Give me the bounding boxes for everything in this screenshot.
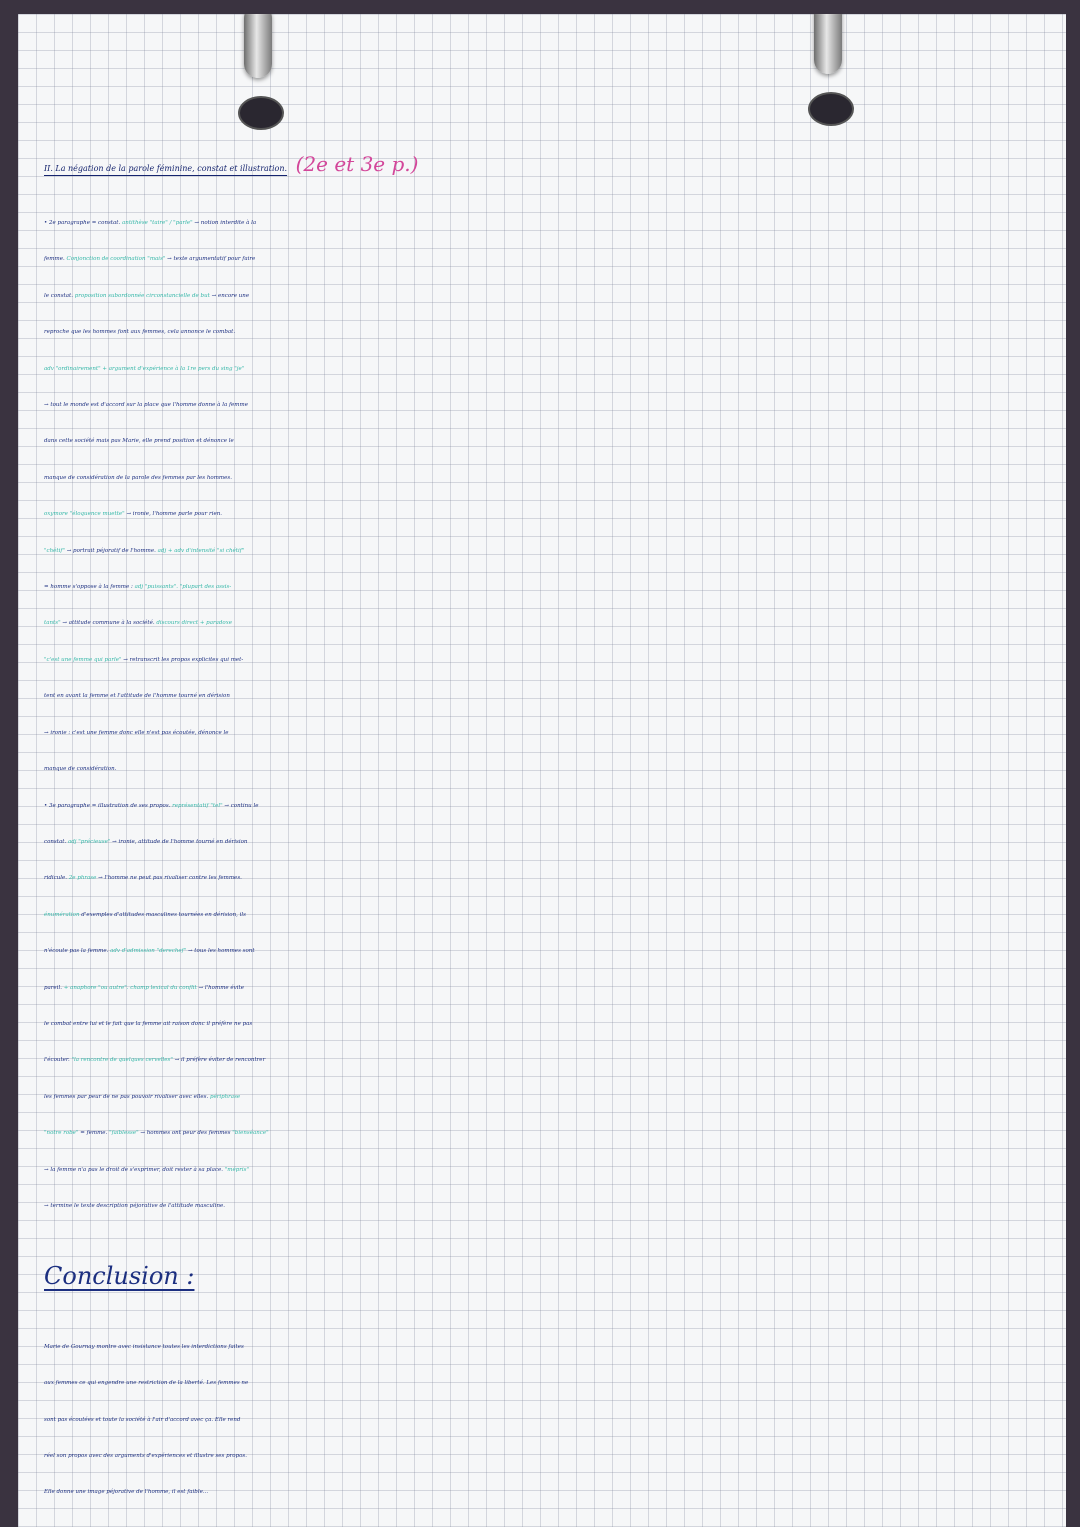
notebook-page [18,14,1066,1527]
note-line [44,1042,1054,1078]
note-text: le constat. [44,292,75,299]
note-line [44,533,1054,569]
note-line [44,423,1054,459]
annotation-text: oxymore "éloquence muette" [44,511,125,518]
conclusion-line: Elle donne une image péjorative de l'homme, il est faible... [44,1489,209,1496]
annotation-text: "notre robe" [44,1130,79,1137]
note-text: • 2e paragraphe = constat. [44,220,123,226]
note-text: → texte argumentatif pour faire [165,256,256,263]
note-text: femme. [44,256,67,263]
note-text: → retranscrit les propos explicites qui met- [121,656,244,663]
note-text: → il préfère éviter de rencontrer [172,1057,266,1064]
note-line [44,605,1054,641]
note-line [44,278,1054,314]
note-text: ridicule. [44,875,69,882]
conclusion-heading: Conclusion : [44,1262,195,1291]
note-text: → tout le monde est d'accord sur la place que l'homme donne à la femme [44,402,248,409]
note-line [44,351,1054,387]
note-text: • 3e paragraphe = illustration de ses propos. [44,802,173,809]
note-text: → portrait péjoratif de l'homme. [64,547,158,554]
note-text: manque de considération. [44,766,117,773]
conclusion-line: sont pas écoutées et toute la société à l'air d'accord avec ça. Elle rend [44,1416,241,1423]
binder-ring-left [244,14,272,78]
note-text: l'écouter. [44,1057,72,1064]
note-line [44,1115,1054,1151]
note-line [44,1079,1054,1115]
binder-ring-right [814,14,842,74]
note-line [44,642,1054,678]
notes-content [44,144,1054,1511]
conclusion-text [44,1329,1054,1511]
note-line [44,933,1054,969]
annotation-text: "bienséance" [232,1130,269,1137]
note-text: → ironie, l'homme parle pour rien. [124,511,222,518]
note-text: constat. [44,838,68,845]
note-line [44,205,1054,241]
annotation-text: 2e phrase [68,875,97,882]
annotation-text: adv "ordinairement" + argument d'expérience à la 1re pers du sing "je" [44,365,245,372]
note-text: → l'homme ne peut pas rivaliser contre les femmes. [96,875,242,882]
note-text: → la femme n'a pas le droit de s'exprimer, doit rester à sa place. [44,1166,225,1173]
conclusion-line: réel son propos avec des arguments d'expériences et illustre ses propos. [44,1453,247,1459]
conclusion-line: aux femmes ce qui engendre une restriction de la liberté. Les femmes ne [44,1380,249,1387]
note-text: les femmes par peur de ne pas pouvoir rivaliser avec elles. [44,1093,210,1100]
note-text: → l'homme évite [196,984,245,991]
section-title [44,144,1054,189]
note-line [44,460,1054,496]
note-line [44,678,1054,714]
binder-hole-left [238,96,284,130]
section-title-note: (2e et 3e p.) [295,152,419,176]
note-line [44,751,1054,787]
note-line [44,387,1054,423]
annotation-text: tants" [44,620,61,627]
annotation-text: + anaphore "ou autre". champ lexical du conflit [63,984,197,991]
note-text: → tous les hommes sont [186,948,255,955]
note-line [44,1152,1054,1188]
annotation-text: "faiblesse" [109,1130,139,1137]
note-line [44,715,1054,751]
note-text: reproche que les hommes font aux femmes, cela annonce le combat. [44,329,236,336]
note-line [44,860,1054,896]
note-text: → notion interdite à la [192,220,257,226]
annotation-text: adj + adv d'intensité "si chétif" [157,547,245,554]
note-line [44,788,1054,824]
note-text: → termine le texte description péjorative de l'attitude masculine. [44,1202,225,1209]
note-text: = femme. [78,1130,110,1137]
note-text: pareil. [44,984,64,991]
note-text: d'exemples d'attitudes masculines tournées en dérision, ils [79,911,246,918]
note-line [44,241,1054,277]
annotation-text: "mépris" [224,1166,250,1173]
conclusion-line: Marie de Gournay montre avec insistance toutes les interdictions faites [44,1343,244,1350]
note-text: → ironie, attitude de l'homme tourné en dérision [110,838,248,845]
annotation-text: adj "puissants". "plupart des assis- [134,584,232,591]
section-title-main: II. La négation de la parole féminine, constat et illustration. [44,164,288,173]
annotation-text: représentatif "tel" [172,802,223,809]
note-text: manque de considération de la parole des femmes par les hommes. [44,474,232,481]
annotation-text: "c'est une femme qui parle" [44,656,122,663]
note-text: → continu le [222,802,259,809]
note-text: → attitude commune à la société. [60,620,157,627]
annotation-text: Conjonction de coordination "mais" [66,256,166,263]
note-line [44,569,1054,605]
annotation-text: "la rencontre de quelques cervelles" [71,1057,173,1064]
note-line [44,897,1054,933]
note-text: le combat entre lui et le fait que la femme ait raison donc il préfère ne pas [44,1020,253,1027]
annotation-text: antithèse "taire" / "parle" [122,220,193,226]
annotation-text: périphrase [209,1093,241,1100]
note-text: n'écoute pas la femme. [44,948,111,955]
note-text: → hommes ont peur des femmes [138,1130,233,1137]
note-text: = homme s'oppose à la femme : [44,584,135,591]
note-line [44,314,1054,350]
note-text: dans cette société mais pas Marie, elle prend position et dénonce le [44,438,234,445]
note-line [44,1188,1054,1224]
note-line [44,970,1054,1006]
note-text: tent en avant la femme et l'attitude de l'homme tourné en dérision [44,693,230,700]
annotation-text: énumération [44,911,80,918]
analysis-paragraphs [44,205,1054,1224]
annotation-text: adj "précieuse" [67,838,111,845]
note-line [44,1006,1054,1042]
note-text: → encore une [209,292,250,299]
annotation-text: "chétif" [44,547,65,554]
binder-hole-right [808,92,854,126]
annotation-text: discours direct + paradoxe [156,620,233,627]
note-text: → ironie : c'est une femme donc elle n'est pas écoutée, dénonce le [44,729,229,736]
annotation-text: adv d'admission "derechef" [110,948,187,955]
annotation-text: proposition subordonnée circonstancielle de but [74,292,210,299]
note-line [44,496,1054,532]
note-line [44,824,1054,860]
